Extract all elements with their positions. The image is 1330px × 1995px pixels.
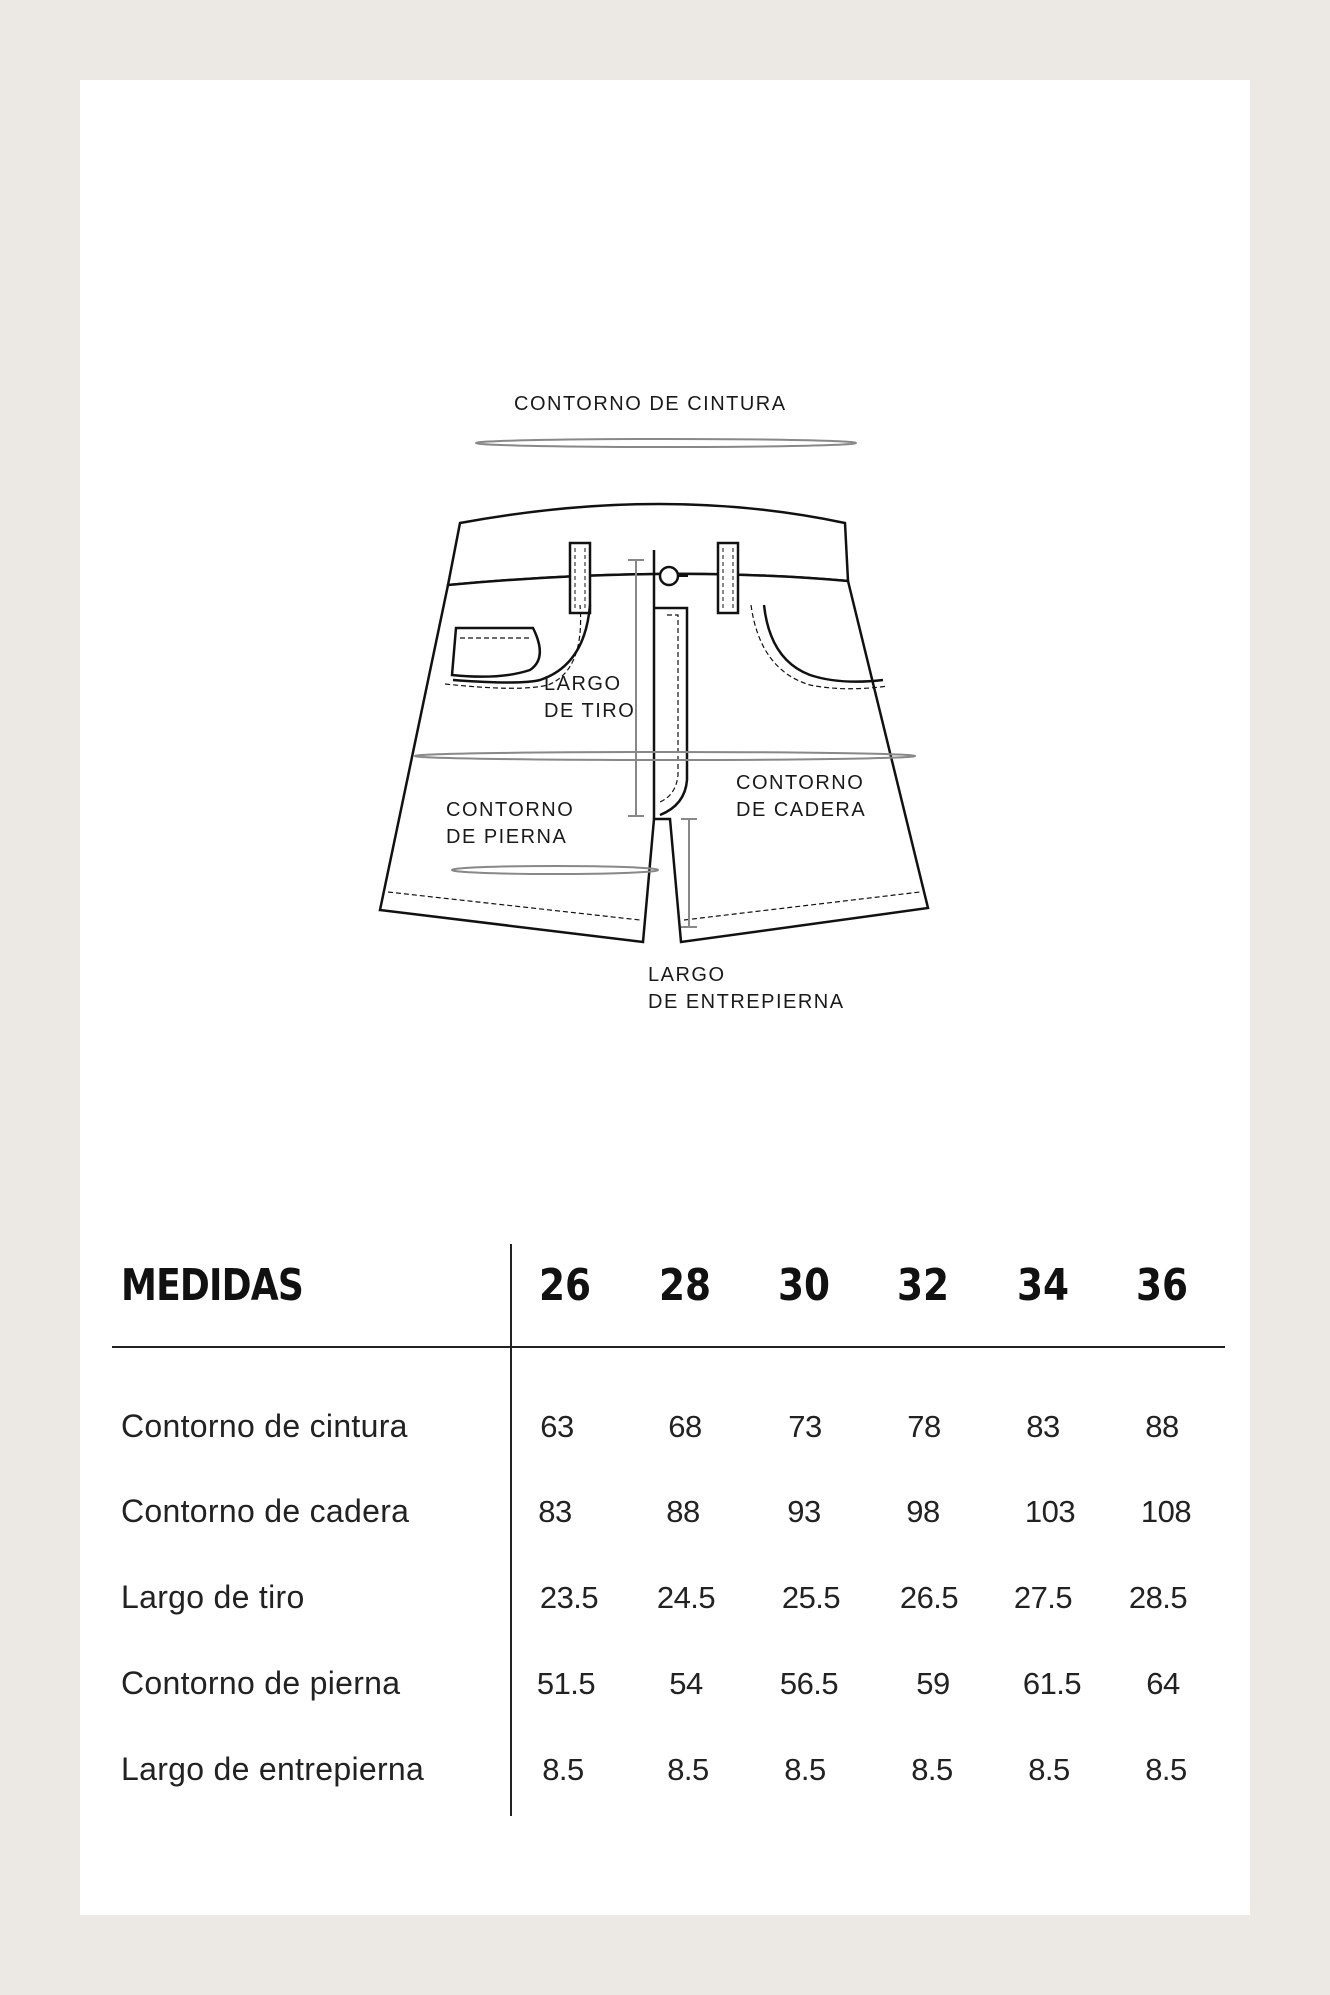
table-cell: 78 [907, 1409, 941, 1444]
size-header: 28 [658, 1260, 712, 1311]
label-leg: CONTORNO DE PIERNA [446, 799, 575, 848]
table-cell: 88 [666, 1494, 700, 1529]
table-cell: 28.5 [1128, 1580, 1188, 1615]
row-label: Largo de entrepierna [121, 1751, 425, 1787]
row-label: Contorno de cintura [121, 1408, 408, 1444]
table-cell: 51.5 [536, 1666, 596, 1701]
table-divider-vertical [510, 1244, 512, 1816]
table-cell: 24.5 [656, 1580, 716, 1615]
table-cell: 68 [668, 1409, 702, 1444]
table-cell: 8.5 [784, 1752, 826, 1787]
table-cell: 83 [538, 1494, 572, 1529]
table-cell: 8.5 [542, 1752, 584, 1787]
table-cell: 27.5 [1013, 1580, 1073, 1615]
table-cell: 25.5 [781, 1580, 841, 1615]
table-cell: 56.5 [779, 1666, 839, 1701]
size-header: 34 [1016, 1260, 1070, 1311]
table-cell: 8.5 [1145, 1752, 1187, 1787]
row-label: Largo de tiro [121, 1579, 305, 1615]
table-cell: 23.5 [539, 1580, 599, 1615]
row-label: Contorno de cadera [121, 1493, 410, 1529]
label-hip: CONTORNO DE CADERA [736, 772, 867, 821]
table-cell: 61.5 [1022, 1666, 1082, 1701]
table-cell: 88 [1145, 1409, 1179, 1444]
table-cell: 26.5 [899, 1580, 959, 1615]
table-cell: 108 [1140, 1494, 1192, 1529]
table-title: MEDIDAS [121, 1260, 304, 1311]
table-cell: 8.5 [911, 1752, 953, 1787]
table-cell: 83 [1026, 1409, 1060, 1444]
table-cell: 63 [540, 1409, 574, 1444]
label-waist: CONTORNO DE CINTURA [514, 393, 787, 415]
label-inseam: LARGO DE ENTREPIERNA [648, 964, 845, 1013]
size-table [80, 80, 1250, 1915]
size-guide-card [80, 80, 1250, 1915]
table-cell: 103 [1024, 1494, 1076, 1529]
table-cell: 8.5 [1028, 1752, 1070, 1787]
table-cell: 54 [669, 1666, 703, 1701]
table-cell: 98 [906, 1494, 940, 1529]
size-header: 36 [1135, 1260, 1189, 1311]
label-rise: LARGO DE TIRO [544, 673, 636, 722]
row-label: Contorno de pierna [121, 1665, 401, 1701]
size-header: 26 [538, 1260, 592, 1311]
table-cell: 59 [916, 1666, 950, 1701]
table-cell: 73 [788, 1409, 822, 1444]
size-header: 32 [896, 1260, 950, 1311]
table-cell: 8.5 [667, 1752, 709, 1787]
table-cell: 93 [787, 1494, 821, 1529]
table-divider-horizontal [112, 1346, 1225, 1348]
table-cell: 64 [1146, 1666, 1180, 1701]
size-header: 30 [777, 1260, 831, 1311]
